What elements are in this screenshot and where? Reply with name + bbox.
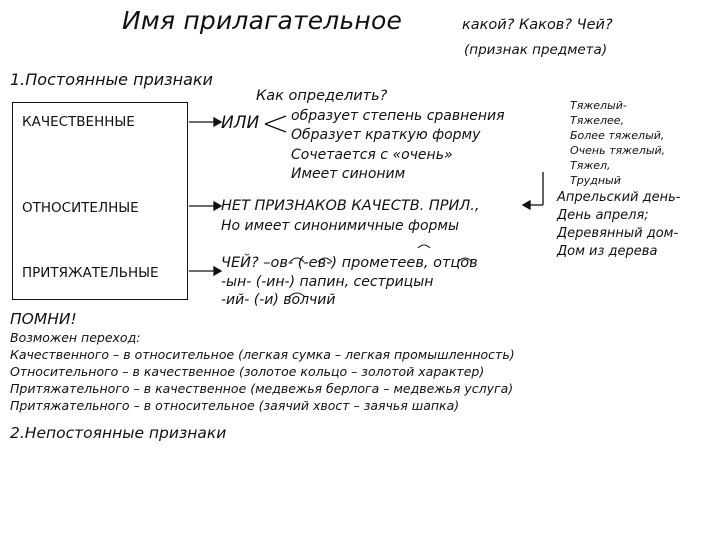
qual-example: Тяжелый-	[570, 99, 627, 112]
section-constant-heading: 1.Постоянные признаки	[10, 70, 213, 89]
rel-example: Апрельский день-	[557, 190, 681, 205]
transition-line: Притяжательного – в качественное (медвежья берлога – медвежья услуга)	[10, 381, 514, 396]
remember-heading: ПОМНИ!	[10, 310, 77, 328]
transition-line: Возможен переход:	[10, 330, 141, 345]
rel-example: Дом из дерева	[557, 244, 658, 259]
questions-text: какой? Каков? Чей?	[462, 17, 613, 33]
qual-example: Тяжелее,	[570, 114, 625, 127]
qual-example: Очень тяжелый,	[570, 144, 666, 157]
criterion-short-form: Образует краткую форму	[291, 127, 481, 143]
possessive-question: ЧЕЙ? –ов- (-ев-) прометеев, отцов	[221, 255, 478, 271]
rel-example: Деревянный дом-	[557, 226, 679, 241]
transition-line: Притяжательного – в относительное (заячий хвост – заячья шапка)	[10, 398, 460, 413]
category-qualitative: КАЧЕСТВЕННЫЕ	[22, 114, 135, 130]
transition-line: Относительного – в качественное (золотое кольцо – золотой характер)	[10, 364, 485, 379]
category-possessive: ПРИТЯЖАТЕЛЬНЫЕ	[22, 265, 159, 281]
qual-example: Трудный	[570, 174, 621, 187]
criterion-synonym: Имеет синоним	[291, 166, 406, 182]
possessive-suffix-ij: -ий- (-и) волчий	[221, 292, 336, 308]
relative-no-features: НЕТ ПРИЗНАКОВ КАЧЕСТВ. ПРИЛ.,	[221, 198, 480, 214]
section-variable-heading: 2.Непостоянные признаки	[10, 424, 227, 442]
category-relative: ОТНОСИТЕЛНЫЕ	[22, 200, 139, 216]
transition-line: Качественного – в относительное (легкая сумка – легкая промышленность)	[10, 347, 515, 362]
relative-synonym-forms: Но имеет синонимичные формы	[221, 218, 460, 234]
possessive-suffix-in: -ын- (-ин-) папин, сестрицын	[221, 274, 434, 290]
page-title: Имя прилагательное	[122, 6, 403, 35]
how-to-determine: Как определить?	[256, 88, 388, 104]
criterion-degree: образует степень сравнения	[291, 108, 505, 124]
qual-example: Более тяжелый,	[570, 129, 665, 142]
criterion-very: Сочетается с «очень»	[291, 147, 453, 163]
or-word: ИЛИ	[221, 113, 260, 133]
qual-example: Тяжел,	[570, 159, 611, 172]
feature-note: (признак предмета)	[464, 42, 608, 58]
rel-example: День апреля;	[557, 208, 649, 223]
